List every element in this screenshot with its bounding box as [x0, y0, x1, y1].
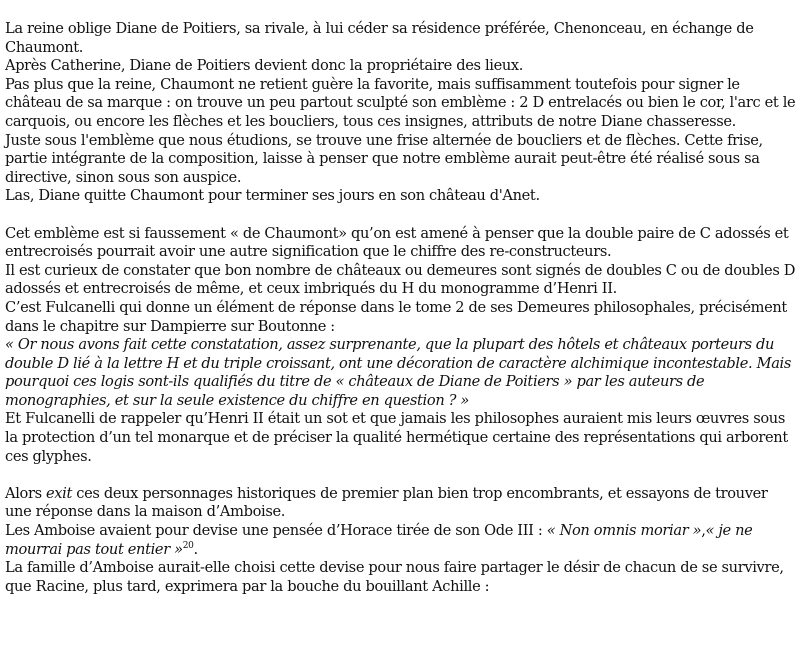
paragraph-devise-amboise	[5, 522, 797, 559]
text-segment: Les Amboise avaient pour devise une pensée d’Horace tirée de son Ode III :	[5, 522, 547, 540]
document-body	[5, 20, 797, 596]
paragraph-alors-exit	[5, 485, 797, 522]
quotation-fulcanelli: « Or nous avons fait cette constatation, assez surprenante, que la plupart des hôtels et châteaux porteurs du double D lié à la lettre H et du triple croissant, ont une décoration de caractère alchimique incontestable. Mais pourquoi ces logis sont-ils qualifiés du titre de « châteaux de Diane de Poitiers » par les auteurs de monographies, et sur la seule existence du chiffre en question ? »	[5, 336, 792, 409]
quote-non-omnis-moriar: « Non omnis moriar »	[546, 522, 702, 540]
text-segment: Alors	[5, 484, 46, 502]
paragraph-pas-plus-que-la-reine: Pas plus que la reine, Chaumont ne retient guère la favorite, mais suffisamment toutefois pour signer le château de sa marque : on trouve un peu partout sculpté son emblème : 2 D entrelacés ou bien le cor, l'arc et le carquois, ou encore les flèches et les boucliers, tous ces insignes, attributs de notre Diane chasseresse.	[5, 75, 796, 130]
paragraph-gap	[5, 466, 797, 485]
paragraph-famille-amboise: La famille d’Amboise aurait-elle choisi cette devise pour nous faire partager le désir de chacun de se survivre, que Racine, plus tard, exprimera par la bouche du bouillant Achille :	[5, 559, 784, 595]
paragraph-apres-catherine: Après Catherine, Diane de Poitiers devient donc la propriétaire des lieux.	[5, 57, 524, 75]
footnote-marker[interactable]: 20	[182, 540, 194, 551]
paragraph-fulcanelli-reponse: C’est Fulcanelli qui donne un élément de réponse dans le tome 2 de ses Demeures philosophales, précisément dans le chapitre sur Dampierre sur Boutonne :	[5, 298, 787, 335]
paragraph-reine-oblige: La reine oblige Diane de Poitiers, sa rivale, à lui céder sa résidence préférée, Chenonceau, en échange de Chaumont.	[5, 20, 754, 56]
text-segment: ,	[701, 522, 706, 540]
text-segment: .	[193, 540, 198, 558]
paragraph-embleme-faussement: Cet emblème est si faussement « de Chaumont» qu’on est amené à penser que la double paire de C adossés et entrecroisés pourrait avoir une autre signification que le chiffre des re-constructeurs.	[5, 224, 789, 261]
italic-word-exit: exit	[46, 484, 72, 502]
paragraph-juste-sous-embleme: Juste sous l'emblème que nous étudions, se trouve une frise alternée de boucliers et de flèches. Cette frise, partie intégrante de la composition, laisse à penser que notre emblème aurait peut-être été réalisé sous sa directive, sinon sous son auspice.	[5, 131, 763, 186]
paragraph-curieux-constater: Il est curieux de constater que bon nombre de châteaux ou demeures sont signés de doubles C ou de doubles D adossés et entrecroisés de même, et ceux imbriqués du H du monogramme d’Henri II.	[5, 261, 796, 298]
quote-je-ne-mourrai-pas: « je ne mourrai pas tout entier »	[5, 522, 753, 558]
paragraph-las-diane: Las, Diane quitte Chaumont pour terminer ses jours en son château d'Anet.	[5, 187, 540, 205]
text-segment: ces deux personnages historiques de premier plan bien trop encombrants, et essayons de trouver une réponse dans la maison d’Amboise.	[5, 484, 768, 521]
paragraph-fulcanelli-rappeler: Et Fulcanelli de rappeler qu’Henri II était un sot et que jamais les philosophes auraient mis leurs œuvres sous la protection d’un tel monarque et de préciser la qualité hermétique certaine des représentations qui arborent ces glyphes.	[5, 410, 788, 465]
paragraph-gap	[5, 206, 797, 225]
